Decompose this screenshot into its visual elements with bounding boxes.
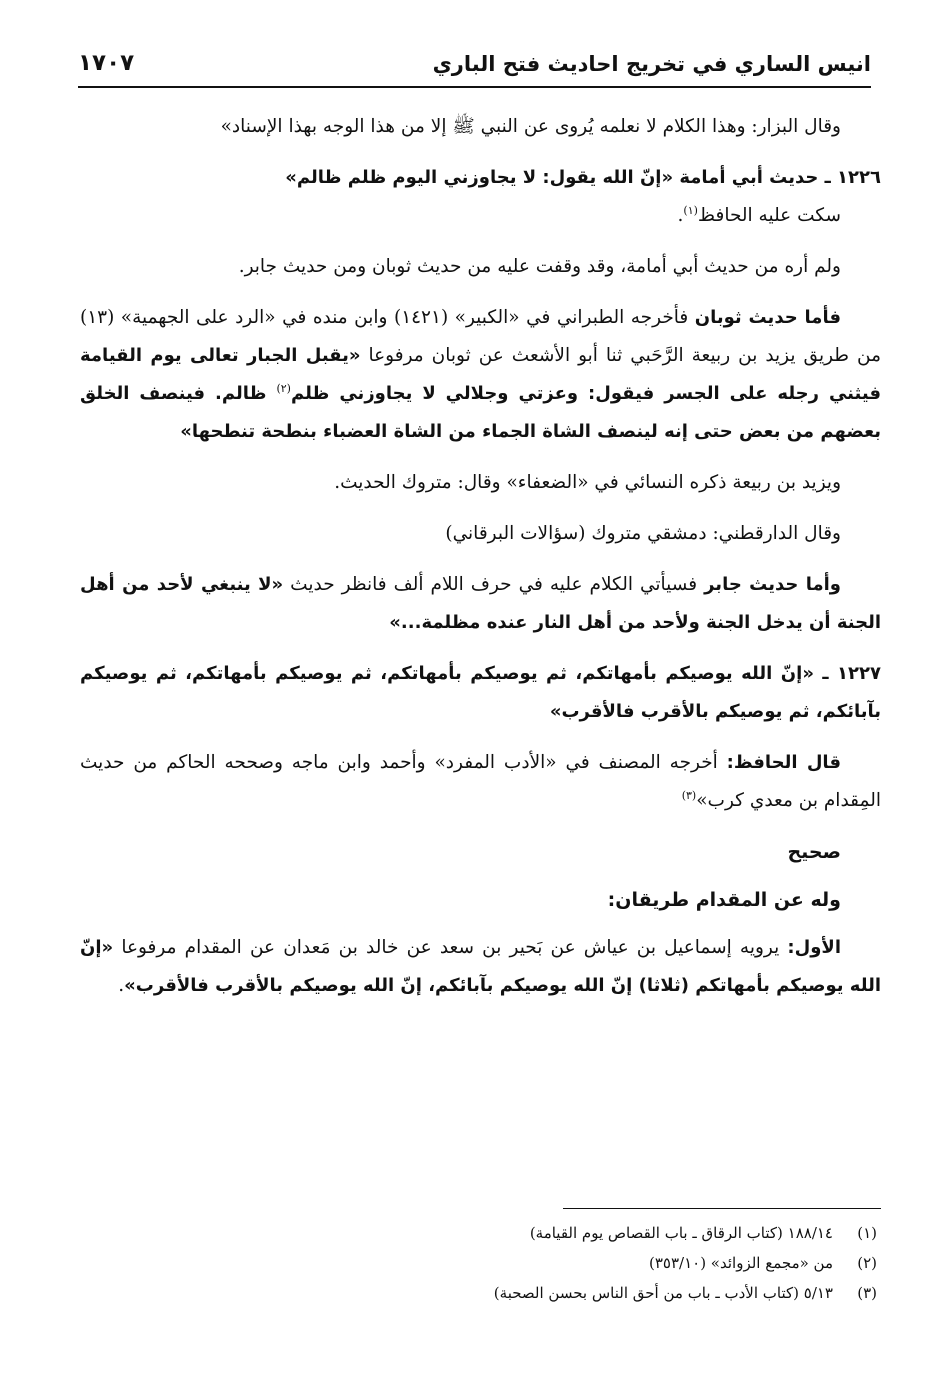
- book-title: انيس الساري في تخريج احاديث فتح الباري: [432, 52, 871, 76]
- paragraph-text: وقال الدارقطني: دمشقي متروك (سؤالات البرقاني): [445, 523, 841, 544]
- footnote-text: ١٨٨/١٤ (كتاب الرقاق ـ باب القصاص يوم القيامة): [529, 1224, 833, 1242]
- header-divider: [78, 86, 871, 88]
- footnote-number: (٢): [857, 1254, 877, 1272]
- paragraph-text: .: [677, 205, 684, 226]
- paragraph-bazzar: [80, 108, 881, 146]
- hadith-1226-text: ١٢٢٦ ـ حديث أبي أمامة «إنّ الله يقول: لا يجاوزني اليوم ظلم ظالم»: [285, 167, 881, 188]
- footnote-divider: [563, 1208, 881, 1209]
- hadith-quote: «يقبل الجبار تعالى يوم القيامة فيثني رجله على الجسر فيقول: وعزتي وجلالي لا يجاوزني ظلم: [80, 345, 882, 404]
- paragraph-text: ويزيد بن ربيعة ذكره النسائي في «الضعفاء» وقال: متروك الحديث.: [334, 472, 841, 493]
- hadith-quote: ظالم. فينصف الخلق بعضهم من بعض حتى إنه لينصف الشاة الجماء من الشاة العضباء بنطحة تنطحها»: [80, 383, 881, 442]
- hadith-1227: [80, 655, 881, 731]
- hadith-1226: [80, 159, 881, 197]
- paragraph-jabir: [80, 566, 881, 642]
- paragraph-text: فسيأتي الكلام عليه في حرف اللام ألف فانظر حديث: [283, 574, 705, 595]
- paragraph-hafiz-said: [80, 744, 881, 820]
- footnote-1: [80, 1218, 877, 1248]
- footnote-text: ٥/١٣ (كتاب الأدب ـ باب من أحق الناس بحسن الصحبة): [493, 1284, 833, 1302]
- grading-heading: صحيح: [787, 841, 841, 863]
- paragraph-yazid: [80, 464, 881, 502]
- hadith-1227-text: ١٢٢٧ ـ «إنّ الله يوصيكم بأمهاتكم، ثم يوصيكم بأمهاتكم، ثم يوصيكم بأمهاتكم، ثم يوصيكم بآبائكم، ثم يوصيكم بالأقرب فالأقرب»: [80, 663, 881, 722]
- hadith-quote: «لا ينبغي لأحد من أهل الجنة أن يدخل الجنة ولأحد من أهل النار عنده مظلمة...»: [80, 574, 881, 633]
- section-heading: وله عن المقدام طريقان:: [607, 889, 841, 911]
- footnote-number: (١): [857, 1224, 877, 1242]
- bold-lead: فأما حديث ثوبان: [694, 307, 841, 328]
- footnote-text: من «مجمع الزوائد» (٣٥٣/١٠): [648, 1254, 833, 1272]
- paragraph-text: .: [118, 975, 125, 996]
- paragraph-text: ولم أره من حديث أبي أمامة، وقد وقفت عليه من حديث ثوبان ومن حديث جابر.: [238, 256, 841, 277]
- paragraph-daraqutni: [80, 515, 881, 553]
- paragraph-thawban: [80, 299, 881, 451]
- footnote-number: (٣): [857, 1284, 877, 1302]
- bold-lead: قال الحافظ:: [726, 752, 841, 773]
- paragraph-text: أخرجه المصنف في «الأدب المفرد» وأحمد وابن ماجه وصححه الحاكم من حديث المِقدام بن معدي كرب»: [80, 752, 881, 811]
- footnote-3: [80, 1278, 877, 1308]
- bold-lead: وأما حديث جابر: [704, 574, 841, 595]
- paragraph-hafiz-silent: [80, 197, 881, 235]
- main-text: [80, 108, 881, 1018]
- bold-lead: الأول:: [787, 937, 841, 958]
- paragraph-text: يرويه إسماعيل بن عياش عن بَحير بن سعد عن خالد بن مَعدان عن المقدام مرفوعا: [113, 937, 788, 958]
- paragraph-text: وقال البزار: وهذا الكلام لا نعلمه يُروى عن النبي ﷺ إلا من هذا الوجه بهذا الإسناد»: [220, 116, 841, 137]
- paragraph-text: فأخرجه الطبراني في «الكبير» (١٤٢١) وابن منده في «الرد على الجهمية» (١٣) من طريق يزيد بن ربيعة الرَّحَبي ثنا أبو الأشعث عن ثوبان مرفوعا: [80, 307, 881, 366]
- paragraph-first-route: [80, 929, 881, 1005]
- page-number: ١٧٠٧: [78, 50, 135, 76]
- paragraph-not-seen: [80, 248, 881, 286]
- footnotes: [80, 1218, 877, 1308]
- footnote-ref-2[interactable]: (٢): [276, 381, 291, 395]
- page-header: [78, 46, 871, 88]
- footnote-ref-1[interactable]: (١): [683, 203, 698, 217]
- footnote-ref-3[interactable]: (٣): [681, 788, 697, 802]
- hadith-quote: «إنّ الله يوصيكم بأمهاتكم (ثلاثا) إنّ الله يوصيكم بآبائكم، إنّ الله يوصيكم بالأقرب فالأقرب»: [80, 937, 881, 996]
- footnote-2: [80, 1248, 877, 1278]
- paragraph-text: سكت عليه الحافظ: [697, 205, 841, 226]
